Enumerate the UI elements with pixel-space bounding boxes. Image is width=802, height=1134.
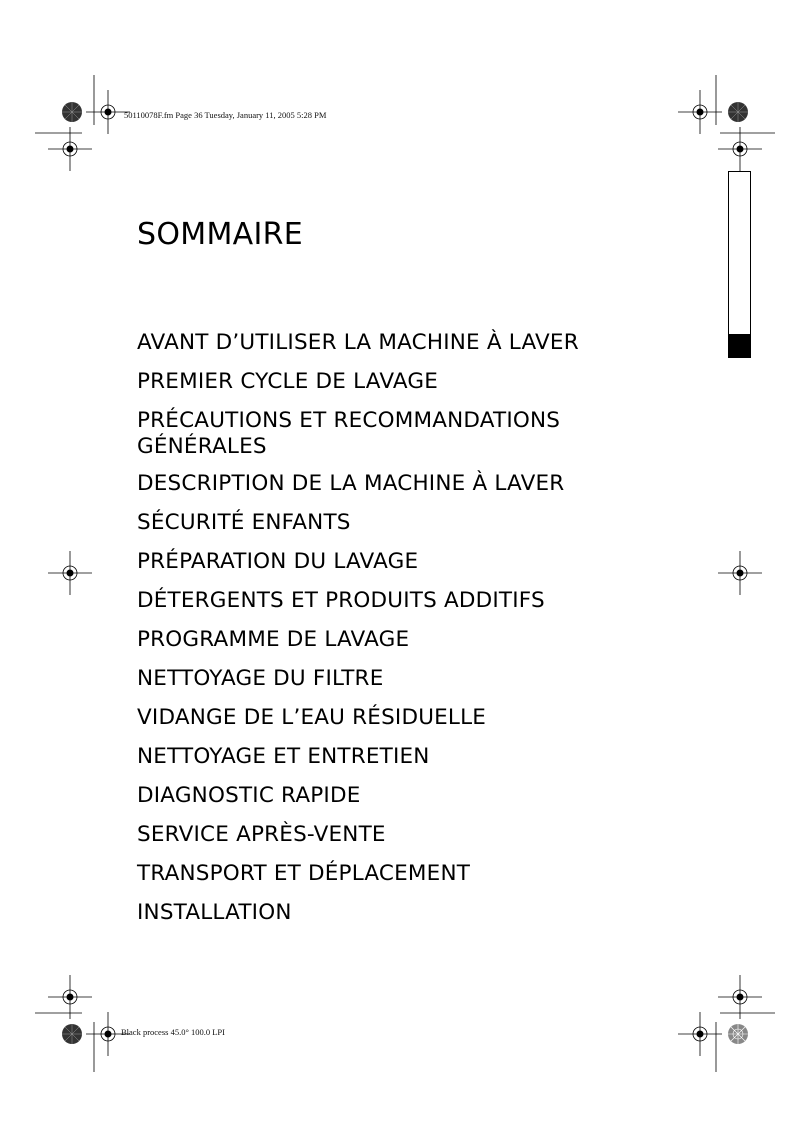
color-bar-icon — [62, 1024, 82, 1044]
toc-item: SERVICE APRÈS-VENTE — [137, 822, 386, 847]
registration-mark-icon — [678, 1012, 722, 1056]
registration-mark-icon — [678, 90, 722, 134]
toc-item: NETTOYAGE DU FILTRE — [137, 666, 384, 691]
print-header-slug: 50110078F.fm Page 36 Tuesday, January 11, 2005 5:28 PM — [124, 110, 327, 120]
color-bar-icon — [728, 1024, 748, 1044]
language-tab-fill — [729, 334, 750, 357]
print-footer-slug: Black process 45.0° 100.0 LPI — [121, 1027, 225, 1037]
color-bar-icon — [62, 102, 82, 122]
registration-mark-icon — [718, 551, 762, 595]
toc-item: VIDANGE DE L’EAU RÉSIDUELLE — [137, 705, 487, 730]
language-tab-marker — [728, 171, 751, 358]
toc-item: PROGRAMME DE LAVAGE — [137, 627, 410, 652]
toc-item: PRÉCAUTIONS ET RECOMMANDATIONS GÉNÉRALES — [137, 408, 561, 459]
toc-item: PRÉPARATION DU LAVAGE — [137, 549, 419, 574]
toc-item: TRANSPORT ET DÉPLACEMENT — [137, 861, 471, 886]
toc-item: DÉTERGENTS ET PRODUITS ADDITIFS — [137, 588, 545, 613]
toc-item: PREMIER CYCLE DE LAVAGE — [137, 369, 439, 394]
registration-mark-icon — [718, 127, 762, 171]
color-bar-icon — [728, 102, 748, 122]
registration-mark-icon — [48, 551, 92, 595]
toc-item: SÉCURITÉ ENFANTS — [137, 510, 351, 535]
registration-mark-icon — [48, 975, 92, 1019]
toc-item: NETTOYAGE ET ENTRETIEN — [137, 744, 430, 769]
table-of-contents — [137, 330, 637, 939]
page-title: SOMMAIRE — [137, 217, 303, 252]
toc-item: DESCRIPTION DE LA MACHINE À LAVER — [137, 471, 565, 496]
registration-mark-icon — [718, 975, 762, 1019]
toc-item: INSTALLATION — [137, 900, 292, 925]
toc-item: AVANT D’UTILISER LA MACHINE À LAVER — [137, 330, 579, 355]
registration-mark-icon — [48, 127, 92, 171]
toc-item: DIAGNOSTIC RAPIDE — [137, 783, 361, 808]
